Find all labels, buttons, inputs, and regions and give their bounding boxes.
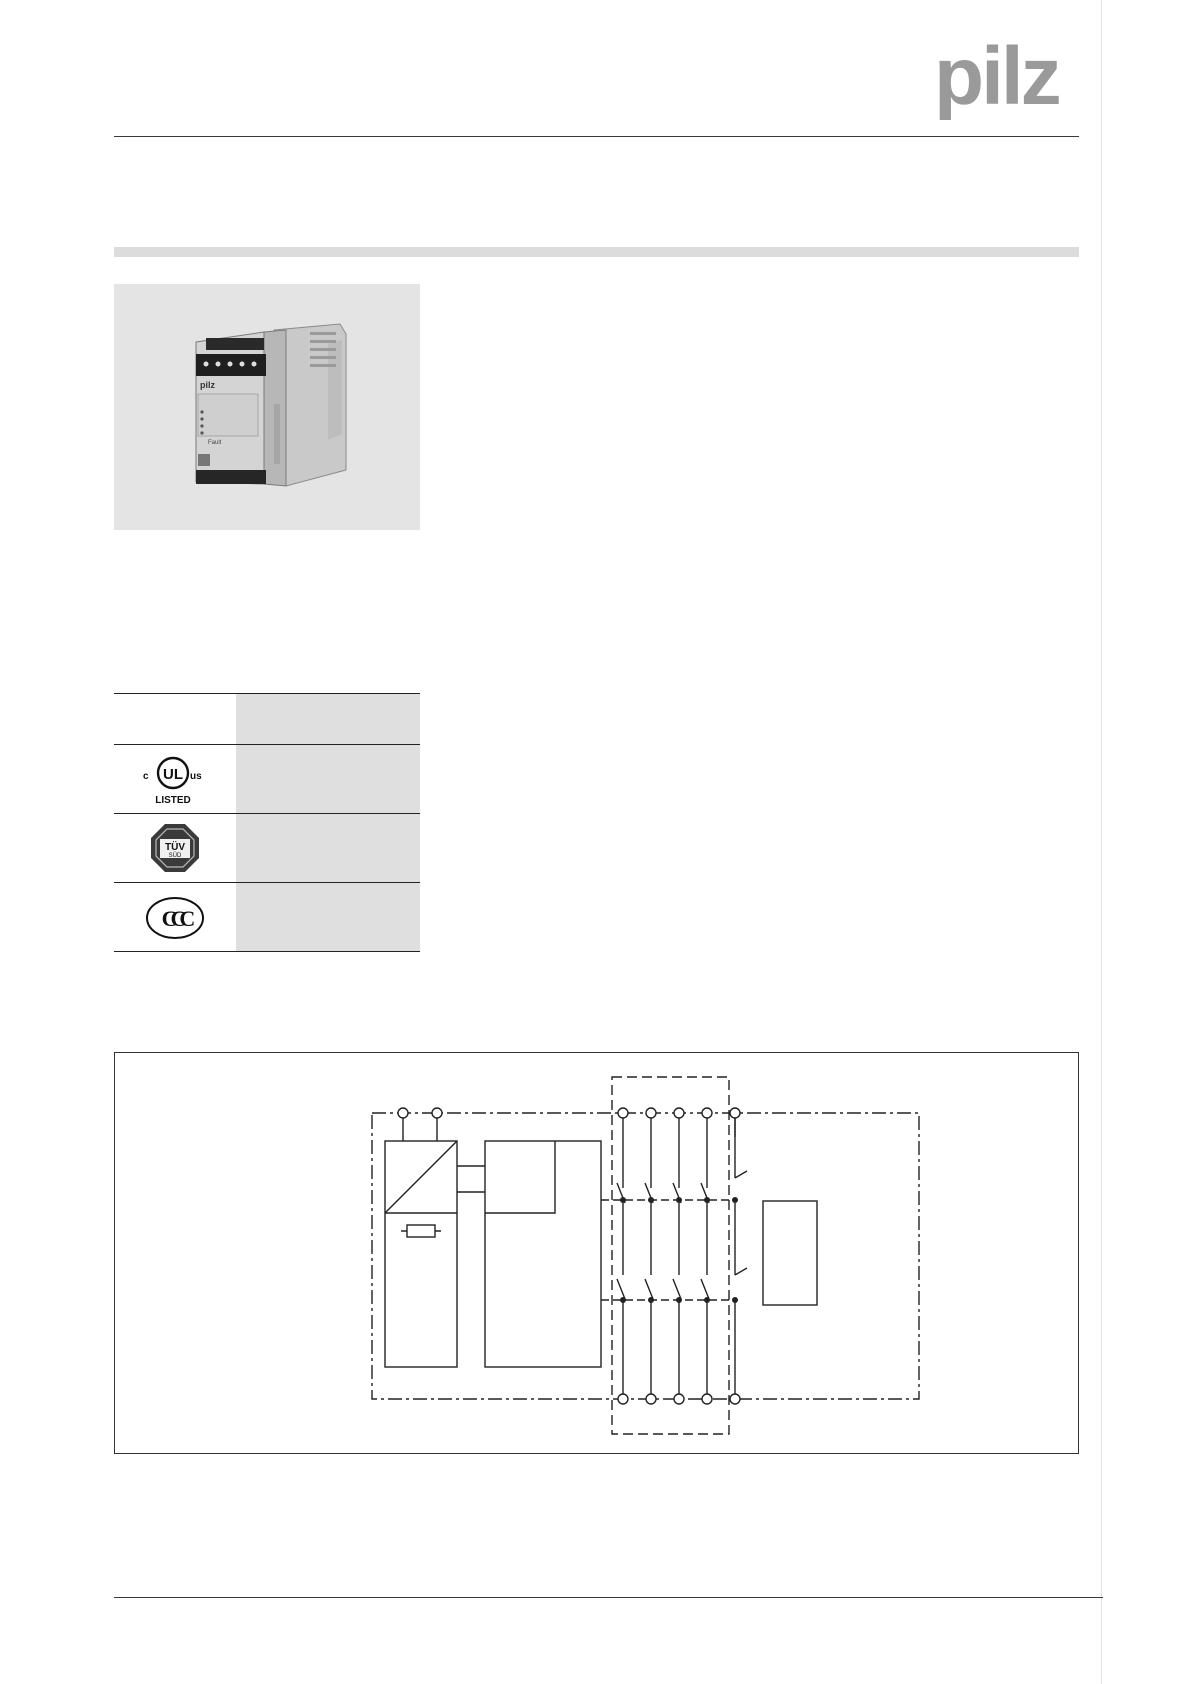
pilz-logo <box>934 30 1084 120</box>
ul-mark-us: us <box>190 771 202 782</box>
converter-diagonal <box>385 1141 457 1213</box>
enclosure-outline <box>372 1113 919 1399</box>
cert-header-row <box>114 693 420 744</box>
ul-listed-icon <box>114 745 236 813</box>
section-band <box>114 247 1079 257</box>
ul-mark-listed: LISTED <box>155 795 191 806</box>
ul-mark-ul: UL <box>163 766 183 783</box>
product-logo: pilz <box>200 380 215 390</box>
relay-zone-outline <box>612 1077 729 1434</box>
relay-coil-block <box>763 1201 817 1305</box>
product-image <box>114 284 420 530</box>
fuse-symbol <box>407 1225 435 1237</box>
certification-table <box>114 693 420 952</box>
cert-row-tuv <box>114 813 420 882</box>
contact-set-top <box>617 1113 747 1275</box>
cert-row-ccc <box>114 882 420 952</box>
ul-mark-c: c <box>143 771 149 782</box>
cert-cell-ul <box>236 745 420 813</box>
terminal-a1 <box>398 1108 408 1118</box>
page-edge <box>1101 0 1102 1684</box>
tuv-mark-bottom: SÜD <box>168 853 182 859</box>
header-rule <box>114 136 1079 137</box>
block-diagram <box>114 1052 1079 1454</box>
footer-rule <box>114 1597 1103 1598</box>
logo-text: pilz <box>934 31 1059 120</box>
cert-cell-tuv <box>236 814 420 882</box>
cert-table-bottom-rule <box>114 951 420 952</box>
logic-subblock <box>485 1141 555 1213</box>
cert-cell-ccc <box>236 883 420 952</box>
power-supply-block <box>385 1141 457 1367</box>
cert-header-cell <box>236 694 420 744</box>
product-fault-label: Fault <box>208 440 222 446</box>
output-terminals-top <box>618 1108 740 1118</box>
cert-row-ul <box>114 744 420 813</box>
tuv-sud-icon <box>114 814 236 882</box>
ccc-icon <box>114 883 236 952</box>
terminal-a2 <box>432 1108 442 1118</box>
ccc-mark: CCC <box>161 905 189 931</box>
circuit-diagram-svg <box>115 1053 1078 1453</box>
logic-block <box>485 1141 601 1367</box>
tuv-mark-top: TÜV <box>165 842 185 853</box>
contact-set-bottom <box>617 1268 747 1399</box>
